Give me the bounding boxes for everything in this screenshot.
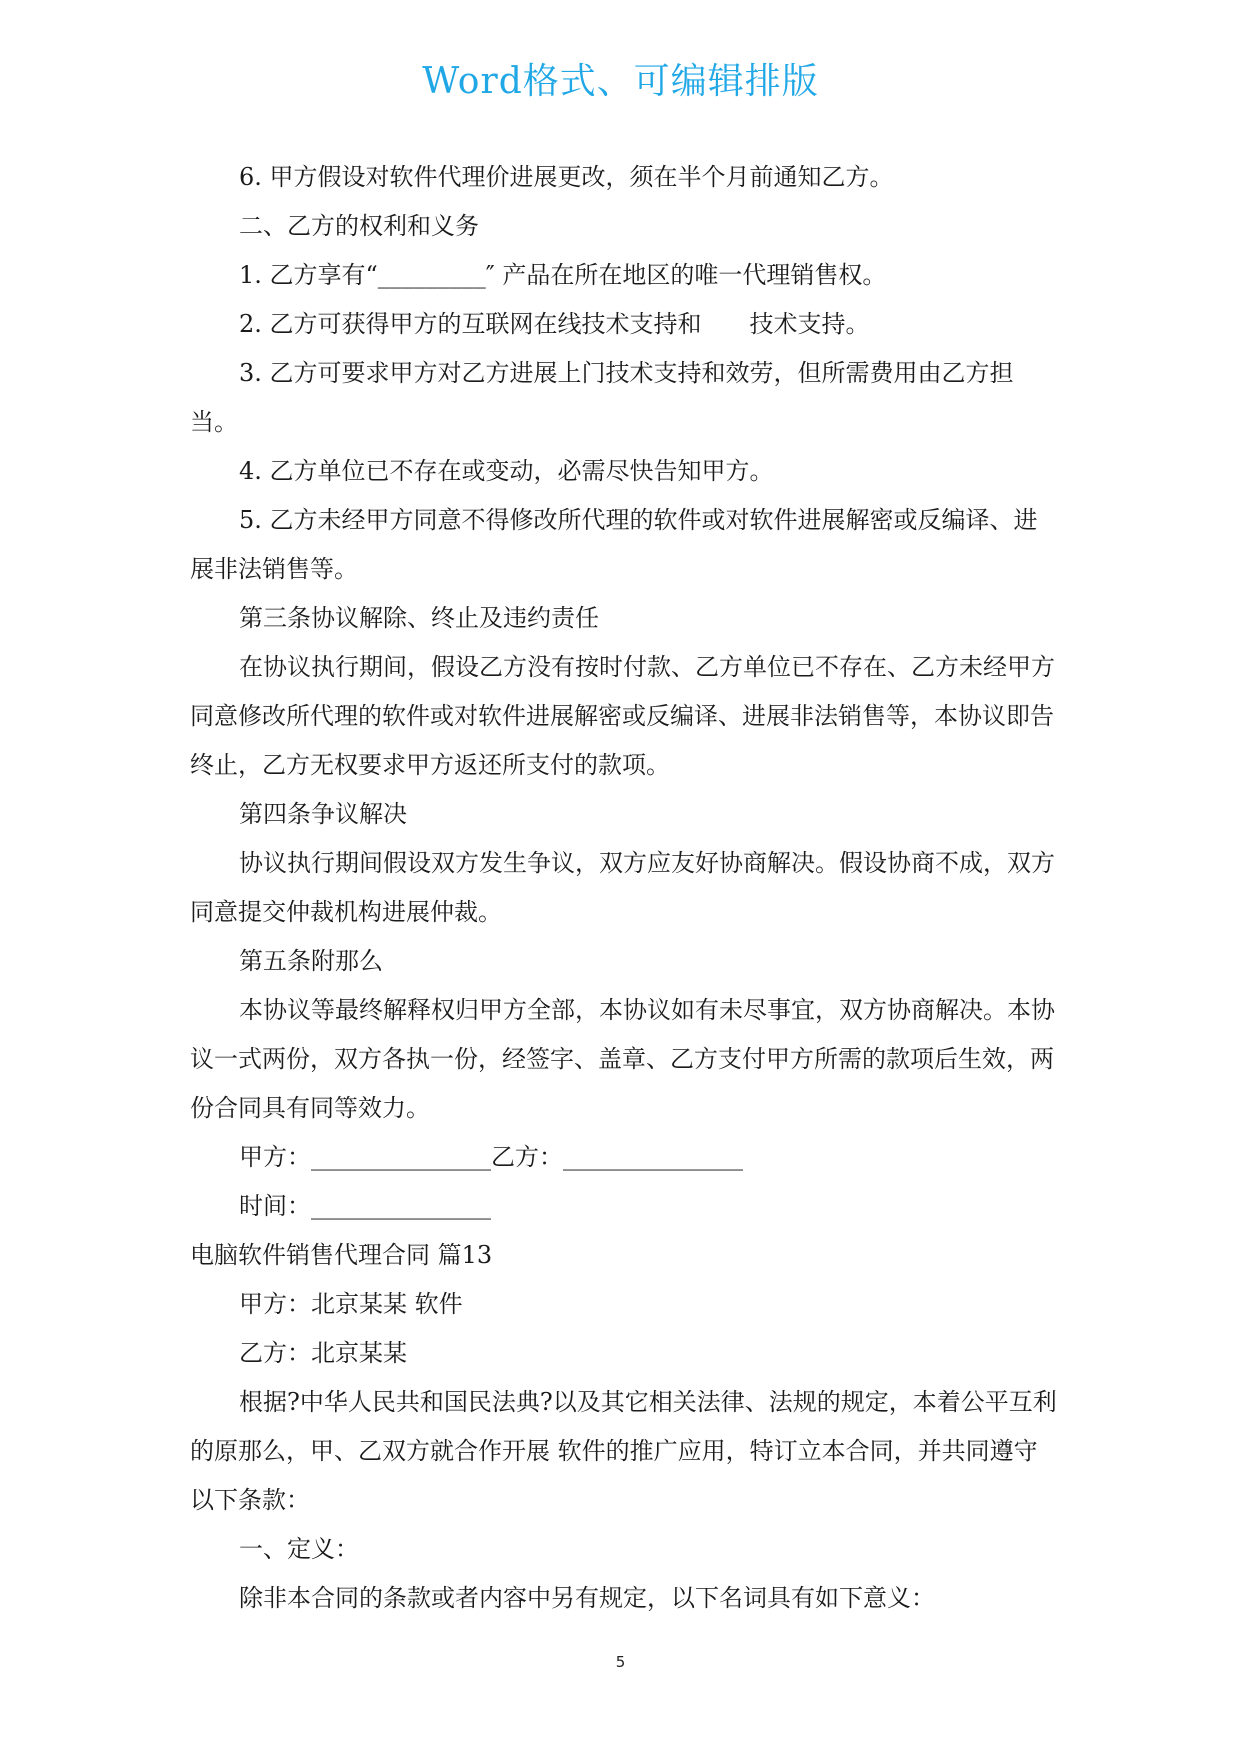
paragraph: 5. 乙方未经甲方同意不得修改所代理的软件或对软件进展解密或反编译、进展非法销售等。: [190, 506, 1038, 583]
paragraph: 6. 甲方假设对软件代理价进展更改，须在半个月前通知乙方。: [239, 163, 894, 191]
paragraph: 协议执行期间假设双方发生争议，双方应友好协商解决。假设协商不成，双方同意提交仲裁机构进展仲裁。: [190, 849, 1055, 926]
section-heading: 第四条争议解决: [239, 800, 407, 828]
page-number: 5: [615, 1653, 626, 1671]
section-heading: 一、定义：: [239, 1535, 359, 1563]
section-heading: 第三条协议解除、终止及违约责任: [239, 604, 599, 632]
paragraph: 根据?中华人民共和国民法典?以及其它相关法律、法规的规定，本着公平互利的原那么，甲、乙双方就合作开展 软件的推广应用，特订立本合同，并共同遵守以下条款：: [190, 1388, 1057, 1514]
party-a-line: 甲方：北京某某 软件: [239, 1290, 463, 1318]
section-heading: 第五条附那么: [239, 947, 383, 975]
paragraph: 除非本合同的条款或者内容中另有规定，以下名词具有如下意义：: [239, 1584, 935, 1612]
paragraph: 4. 乙方单位已不存在或变动，必需尽快告知甲方。: [239, 457, 774, 485]
paragraph: 1. 乙方享有“_________″ 产品在所在地区的唯一代理销售权。: [239, 261, 887, 289]
date-line: 时间：_______________: [239, 1192, 491, 1220]
paragraph: 本协议等最终解释权归甲方全部，本协议如有未尽事宜，双方协商解决。本协议一式两份，双方各执一份，经签字、盖章、乙方支付甲方所需的款项后生效，两份合同具有同等效力。: [190, 996, 1055, 1122]
signature-line: 甲方：_______________乙方：_______________: [239, 1143, 743, 1171]
document-body: [190, 153, 1060, 1623]
contract-title: 电脑软件销售代理合同 篇13: [190, 1241, 493, 1269]
paragraph: 在协议执行期间，假设乙方没有按时付款、乙方单位已不存在、乙方未经甲方同意修改所代理的软件或对软件进展解密或反编译、进展非法销售等，本协议即告终止，乙方无权要求甲方返还所支付的款项。: [190, 653, 1055, 779]
header-title: Word格式、可编辑排版: [422, 61, 819, 102]
section-heading: 二、乙方的权利和义务: [239, 212, 479, 240]
paragraph: 3. 乙方可要求甲方对乙方进展上门技术支持和效劳，但所需费用由乙方担当。: [190, 359, 1014, 436]
paragraph: 2. 乙方可获得甲方的互联网在线技术支持和 技术支持。: [239, 310, 870, 338]
party-b-line: 乙方：北京某某: [239, 1339, 407, 1367]
